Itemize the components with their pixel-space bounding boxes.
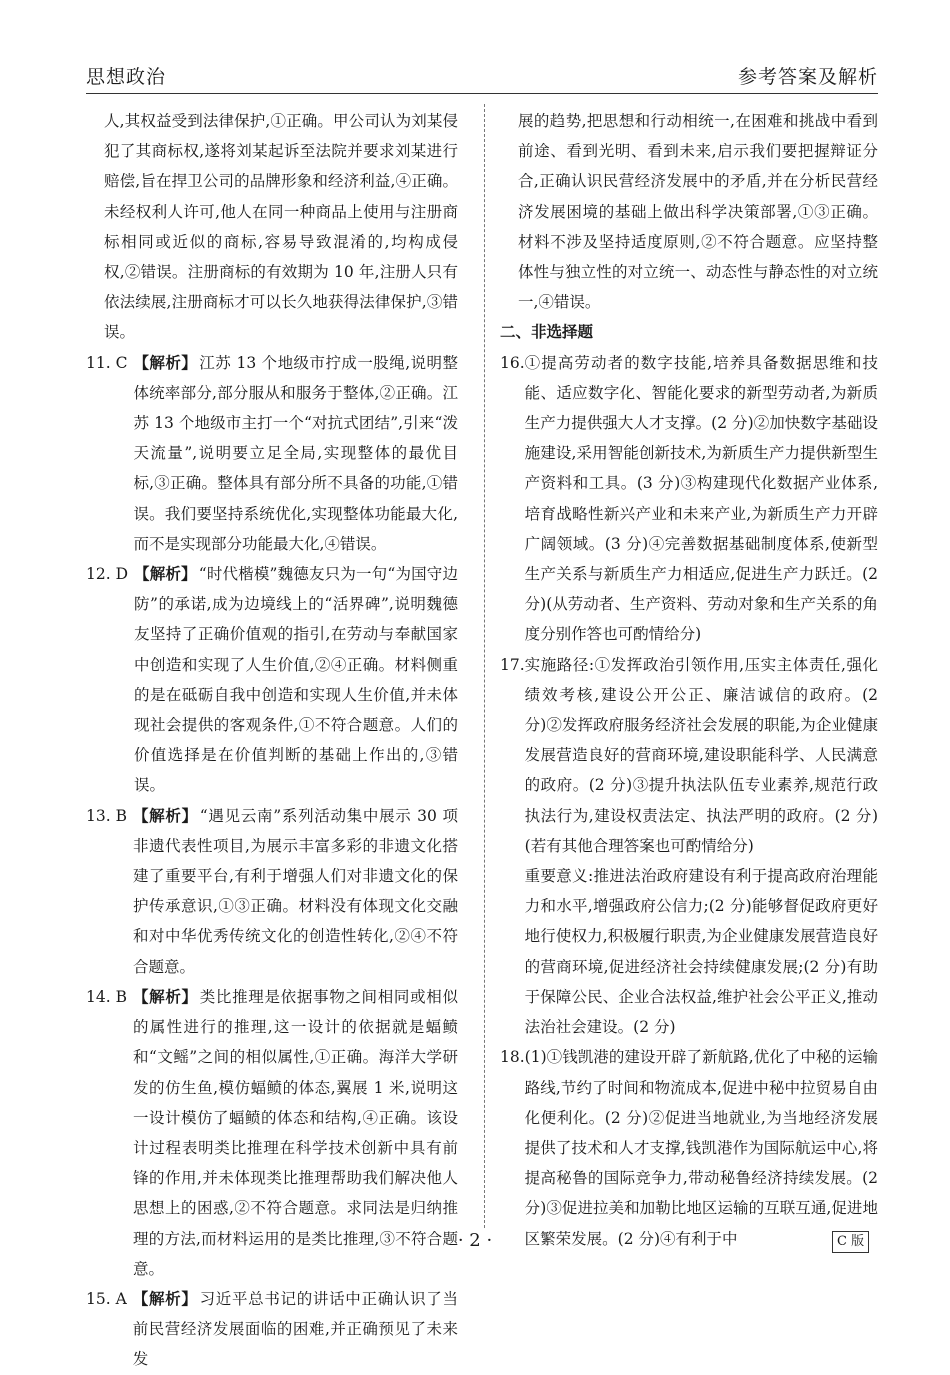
analysis-tag: 【解析】 — [132, 1288, 198, 1308]
analysis-text: 江苏 13 个地级市拧成一股绳,说明整体统率部分,部分服从和服务于整体,②正确。江苏 13 个地级市主打一个“对抗式团结”,引来“泼天流量”,说明要立足全局,实现整体的最优目标,③正确。整体具有部分所不具备的功能,①错误。我们要坚持系统优化,实现整体功能最大化,而不是实现部分功能最大化,④错误。 — [133, 353, 458, 553]
question-number: 17. — [500, 655, 525, 674]
header-divider — [86, 93, 878, 94]
answer-text: (1)①钱凯港的建设开辟了新航路,优化了中秘的运输路线,节约了时间和物流成本,促进中秘中拉贸易自由化便利化。(2 分)②促进当地就业,为当地经济发展提供了技术和人才支撑,钱凯港作为国际航运中心,将提高秘鲁的国际竞争力,带动秘鲁经济持续发展。(2 分)③促进拉美和加勒比地区运输的互联互通,促进地区繁荣发展。(2 分)④有利于中 — [524, 1048, 878, 1248]
analysis-tag: 【解析】 — [134, 564, 197, 584]
analysis-tag: 【解析】 — [132, 986, 198, 1006]
analysis-tag: 【解析】 — [133, 352, 198, 372]
left-column — [86, 106, 458, 1375]
analysis-text: “时代楷模”魏德友只为一句“为国守边防”的承诺,成为边境线上的“活界碑”,说明魏德友坚持了正确价值观的指引,在劳动与奉献国家中创造和实现了人生价值,②④正确。材料侧重的是在砥砺自我中创造和实现人生价值,并未体现社会提供的客观条件,①不符合题意。人们的价值选择是在价值判断的基础上作出的,③错误。 — [134, 565, 458, 795]
answer-item-17 — [500, 650, 878, 1043]
page-header — [86, 62, 878, 90]
subject-title: 思想政治 — [86, 66, 167, 88]
answer-text-significance: 重要意义:推进法治政府建设有利于提高政府治理能力和水平,增强政府公信力;(2 分)能够督促政府更好地行使权力,积极履行职责,为企业健康发展营造良好的营商环境,促进经济社会持续健康发展;(2 分)有助于保障公民、企业合法权益,维护社会公平正义,推动法治社会建设。(2 分) — [524, 867, 878, 1037]
answer-label: 11. C — [86, 353, 128, 372]
answer-label: 15. A — [86, 1289, 127, 1308]
analysis-text: “遇见云南”系列活动集中展示 30 项非遗代表性项目,为展示丰富多彩的非遗文化搭建了重要平台,有利于增强人们对非遗文化的保护传承意识,①③正确。材料没有体现文化交融和对中华优秀传统文化的创造性转化,②④不符合题意。 — [132, 806, 458, 976]
analysis-text: 习近平总书记的讲话中正确认识了当前民营经济发展面临的困难,并正确预见了未来发 — [132, 1289, 458, 1369]
analysis-tag: 【解析】 — [132, 805, 198, 825]
continuation-text: 展的趋势,把思想和行动相统一,在困难和挑战中看到前途、看到光明、看到未来,启示我们要把握辩证分合,正确认识民营经济发展中的矛盾,并在分析民营经济发展困境的基础上做出科学决策部署,①③正确。材料不涉及坚持适度原则,②不符合题意。应坚持整体性与独立性的对立统一、动态性与静态性的对立统一,④错误。 — [518, 112, 878, 312]
question-number: 18. — [500, 1048, 525, 1067]
right-column — [500, 106, 878, 1254]
analysis-text: 类比推理是依据事物之间相同或相似的属性进行的推理,这一设计的依据就是蝠鲼和“文鳐”之间的相似属性,①正确。海洋大学研发的仿生鱼,模仿蝠鲼的体态,翼展 1 米,说明这一设计模仿了蝠鲼的体态和结构,④正确。该设计过程表明类比推理在科学技术创新中具有前锋的作用,并未体现类比推理帮助我们解决他人思想上的困惑,②不符合题意。求同法是归纳推理的方法,而材料运用的是类比推理,③不符合题意。 — [132, 987, 458, 1278]
continuation-text: 人,其权益受到法律保护,①正确。甲公司认为刘某侵犯了其商标权,遂将刘某起诉至法院并要求刘某进行赔偿,旨在捍卫公司的品牌形象和经济利益,④正确。未经权利人许可,他人在同一种商品上使用与注册商标相同或近似的商标,容易导致混淆的,均构成侵权,②错误。注册商标的有效期为 10 年,注册人只有依法续展,注册商标才可以长久地获得法律保护,③错误。 — [104, 112, 458, 342]
answer-item-13 — [86, 801, 458, 982]
answer-item-16 — [500, 348, 878, 650]
answer-label: 12. D — [86, 565, 129, 584]
column-divider — [484, 104, 485, 1228]
answer-item-12 — [86, 559, 458, 801]
answer-item-11 — [86, 348, 458, 559]
page-number: · 2 · — [457, 1230, 493, 1251]
answer-label: 13. B — [86, 806, 127, 825]
answer-text: ①提高劳动者的数字技能,培养具备数据思维和技能、适应数字化、智能化要求的新型劳动者,为新质生产力提供强大人才支撑。(2 分)②加快数字基础设施建设,采用智能创新技术,为新质生产力提供新型生产资料和工具。(3 分)③构建现代化数据产业体系,培育战略性新兴产业和未来产业,为新质生产力开辟广阔领域。(3 分)④完善数据基础制度体系,使新型生产关系与新质生产力相适应,促进生产力跃迁。(2 分)(从劳动者、生产资料、劳动对象和生产关系的角度分别作答也可酌情给分) — [524, 353, 878, 644]
question-number: 16. — [500, 353, 525, 372]
answer-item-15 — [86, 1284, 458, 1375]
section-title: 参考答案及解析 — [737, 66, 878, 88]
answer-text: 实施路径:①发挥政治引领作用,压实主体责任,强化绩效考核,建设公开公正、廉洁诚信的政府。(2 分)②发挥政府服务经济社会发展的职能,为企业健康发展营造良好的营商环境,建设职能科学、人民满意的政府。(2 分)③提升执法队伍专业素养,规范行政执法行为,建设权责法定、执法严明的政府。(2 分)(若有其他合理答案也可酌情给分) — [524, 655, 878, 855]
section-heading: 二、非选择题 — [500, 322, 594, 342]
answer-item-18 — [500, 1042, 878, 1253]
version-badge: C 版 — [832, 1231, 869, 1253]
answer-label: 14. B — [86, 987, 127, 1006]
